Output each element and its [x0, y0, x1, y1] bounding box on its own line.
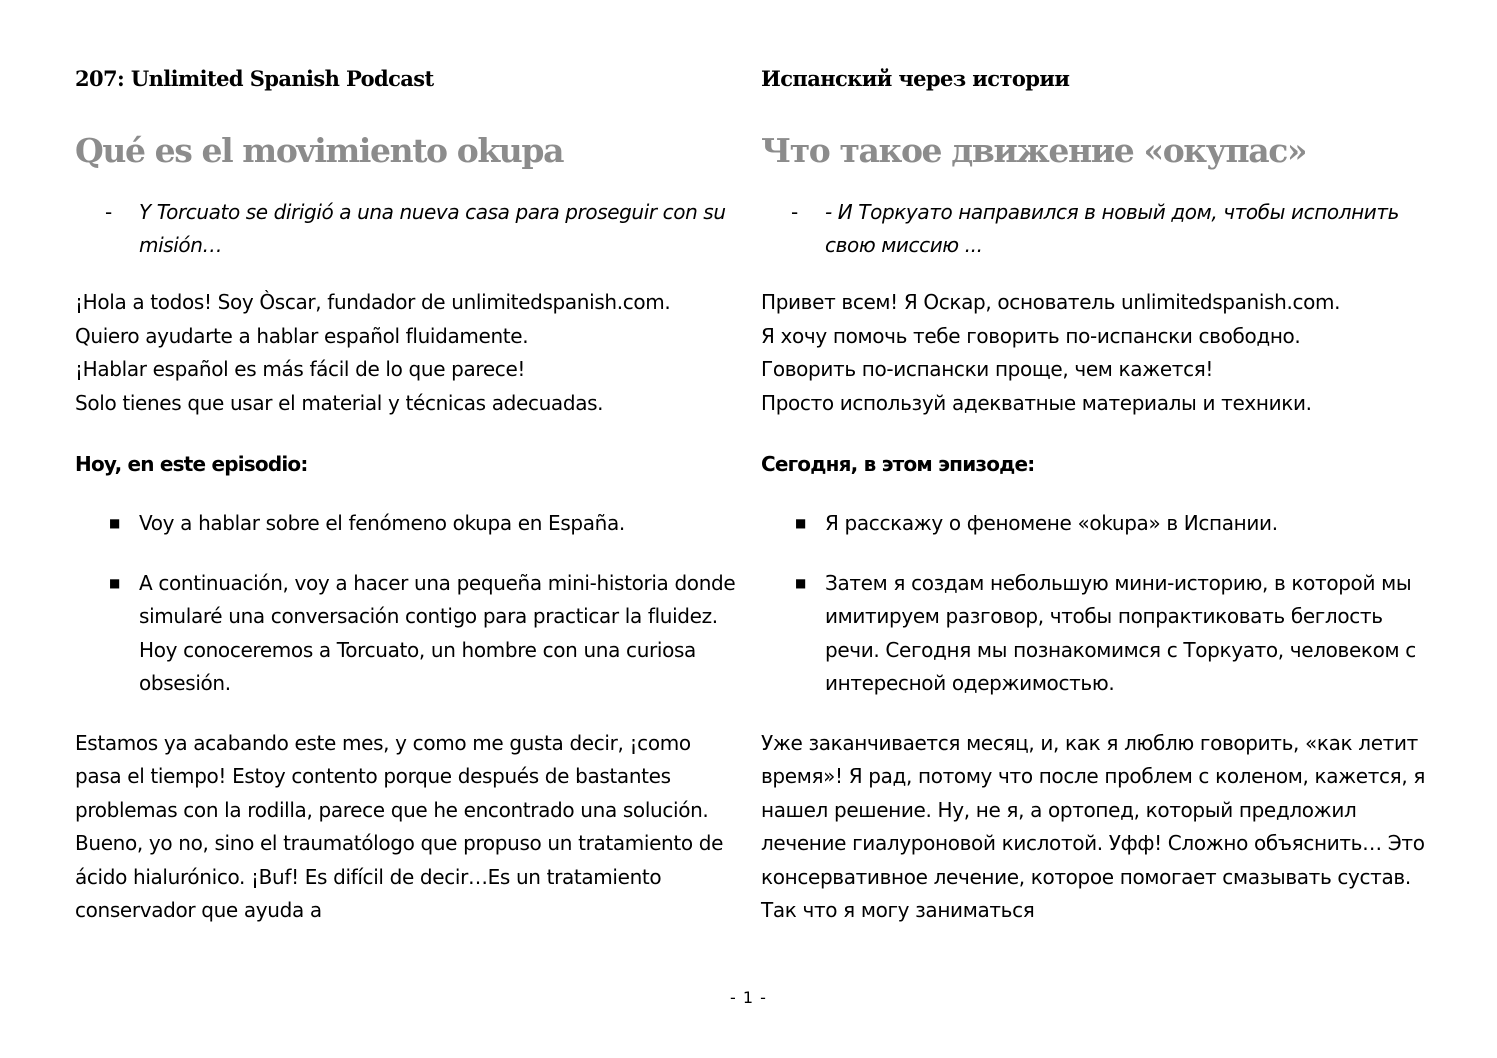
opening-quote [75, 196, 755, 262]
closing-paragraph: Уже заканчивается месяц, и, как я люблю говорить, «как летит время»! Я рад, потому что после проблем с коленом, кажется, я нашел решение. Ну, не я, а ортопед, который предложил лечение гиалуроновой кислотой. Уфф! Сложно объяснить… Это консервативное лечение, которое помогает смазывать сустав. Так что я могу заниматься [761, 730, 1426, 922]
episode-subheading: Hoy, en este episodio: [75, 452, 308, 476]
intro-line: Я хочу помочь тебе говорить по-испански свободно. [761, 323, 1301, 348]
podcast-header: 207: Unlimited Spanish Podcast [75, 66, 434, 91]
intro-paragraph [761, 286, 1441, 420]
intro-line: Quiero ayudarte a hablar español fluidamente. [75, 323, 529, 348]
podcast-header: Испанский через истории [761, 66, 1070, 91]
intro-paragraph [75, 286, 755, 420]
bullet-square-icon: ■ [109, 575, 120, 590]
intro-line: ¡Hola a todos! Soy Òscar, fundador de unlimitedspanish.com. [75, 290, 671, 314]
intro-line: ¡Hablar español es más fácil de lo que parece! [75, 357, 526, 381]
bullet-square-icon: ■ [795, 575, 806, 590]
bullet-square-icon: ■ [109, 516, 120, 530]
bullet-item [75, 507, 755, 541]
quote-text: - И Торкуато направился в новый дом, чтобы исполнить свою миссию ... [825, 200, 1400, 257]
episode-title: Что такое движение «окупас» [761, 131, 1307, 170]
quote-text: Y Torcuato se dirigió a una nueva casa para proseguir con su misión… [139, 200, 726, 257]
quote-dash: - [791, 200, 798, 224]
spanish-column [75, 64, 755, 928]
quote-dash: - [105, 200, 112, 224]
bullet-square-icon: ■ [795, 516, 806, 530]
episode-subheading: Сегодня, в этом эпизоде: [761, 452, 1035, 476]
intro-line: Просто используй адекватные материалы и техники. [761, 390, 1312, 415]
bullet-text: Voy a hablar sobre el fenómeno okupa en España. [139, 511, 625, 535]
opening-quote [761, 196, 1441, 262]
intro-line: Привет всем! Я Оскар, основатель unlimitedspanish.com. [761, 290, 1341, 314]
bullet-item [75, 567, 755, 701]
bullet-text: A continuación, voy a hacer una pequeña mini-historia donde simularé una conversación contigo para practicar la fluidez. Hoy conoceremos a Torcuato, un hombre con una curiosa obsesión. [139, 570, 736, 695]
bullet-text: Затем я создам небольшую мини-историю, в которой мы имитируем разговор, чтобы попрактиковать беглость речи. Сегодня мы познакомимся с Торкуато, человеком с интересной одержимостью. [825, 570, 1416, 695]
episode-title: Qué es el movimiento okupa [75, 131, 564, 170]
russian-column [761, 64, 1441, 928]
closing-paragraph: Estamos ya acabando este mes, y como me gusta decir, ¡como pasa el tiempo! Estoy contento porque después de bastantes problemas con la rodilla, parece que he encontrado una solución. Bueno, yo no, sino el traumatólogo que propuso un tratamiento de ácido hialurónico. ¡Buf! Es difícil de decir…Es un tratamiento conservador que ayuda a [75, 730, 724, 922]
page-number: - 1 - [730, 988, 767, 1007]
bullet-item [761, 507, 1441, 541]
intro-line: Говорить по-испански проще, чем кажется! [761, 357, 1214, 381]
bullet-text: Я расскажу о феномене «okupa» в Испании. [825, 511, 1278, 535]
intro-line: Solo tienes que usar el material y técnicas adecuadas. [75, 390, 604, 415]
bullet-item [761, 567, 1441, 701]
